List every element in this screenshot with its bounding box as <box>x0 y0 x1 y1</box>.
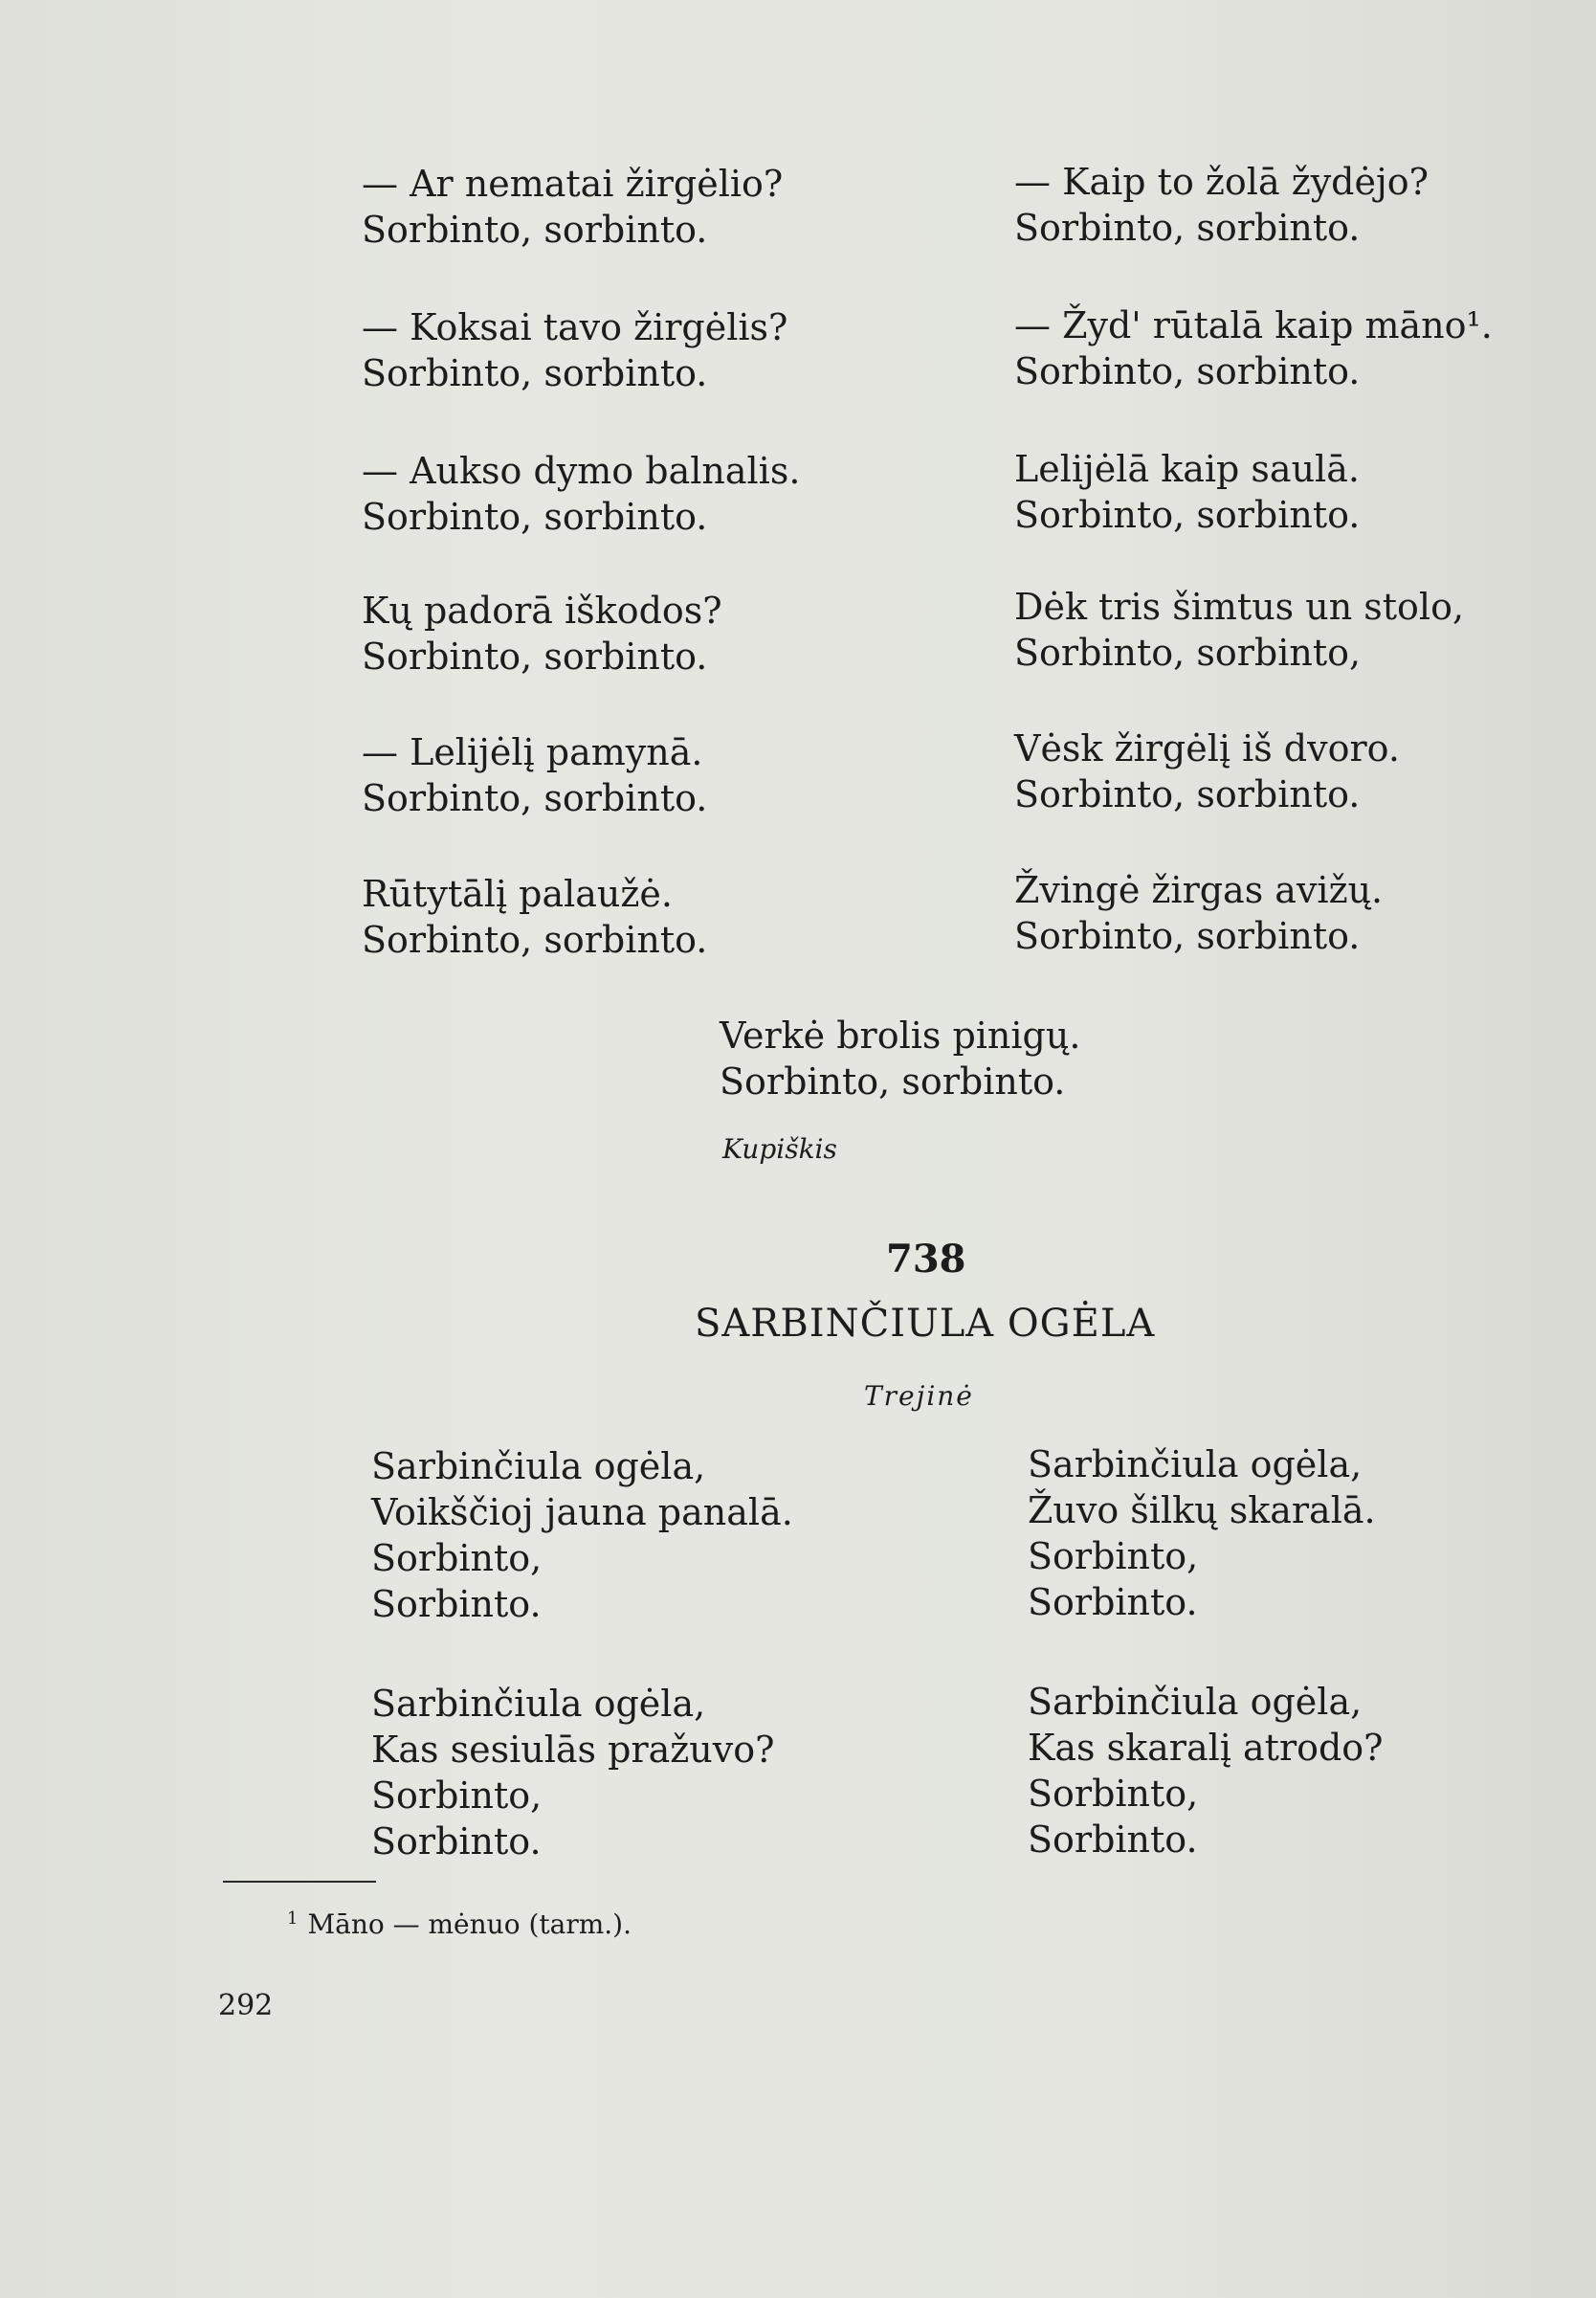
verse-line: Sorbinto, <box>371 1537 543 1579</box>
stanza <box>371 1443 793 1627</box>
verse-line: Sorbinto, sorbinto. <box>1014 773 1361 815</box>
page-number: 292 <box>218 1989 274 2022</box>
stanza <box>1028 1679 1384 1863</box>
verse-line: Sarbinčiula ogėla, <box>1028 1443 1363 1485</box>
verse-line: — Ar nematai žirgėlio? <box>362 163 784 205</box>
verse-line: Sorbinto, sorbinto, <box>1014 632 1362 674</box>
verse-line: Kas skaralį atrodo? <box>1028 1727 1384 1769</box>
stanza <box>1014 725 1400 817</box>
stanza <box>362 448 800 540</box>
verse-line: Sorbinto, sorbinto. <box>1014 207 1361 249</box>
footnote <box>287 1908 632 1940</box>
verse-line: Voikščioj jauna panalā. <box>371 1491 793 1533</box>
verse-line: Sorbinto, <box>1028 1773 1199 1815</box>
verse-line: Sarbinčiula ogėla, <box>371 1683 706 1725</box>
verse-line: Rūtytālį palaužė. <box>362 873 673 915</box>
verse-line: Sorbinto. <box>1028 1818 1198 1861</box>
verse-line: Vėsk žirgėlį iš dvoro. <box>1014 727 1400 770</box>
verse-line: Dėk tris šimtus un stolo, <box>1014 586 1465 628</box>
verse-line: Sarbinčiula ogėla, <box>371 1445 706 1487</box>
verse-line: Sorbinto, sorbinto. <box>362 352 708 394</box>
verse-line: Sorbinto, <box>1028 1535 1199 1577</box>
verse-line: Kų padorā iškodos? <box>362 590 722 632</box>
verse-line: — Kaip to žolā žydėjo? <box>1014 161 1430 203</box>
verse-line: Sorbinto, <box>371 1774 543 1817</box>
stanza <box>362 304 787 396</box>
stanza <box>1014 584 1464 676</box>
stanza <box>362 588 722 680</box>
footnote-marker: 1 <box>287 1908 299 1929</box>
verse-line: Sorbinto. <box>371 1583 542 1625</box>
stanza <box>362 871 707 963</box>
song-number: 738 <box>886 1237 966 1282</box>
verse-line: Sorbinto, sorbinto. <box>1014 494 1361 536</box>
stanza <box>1014 867 1383 959</box>
verse-line: Sorbinto, sorbinto. <box>720 1060 1066 1103</box>
song-title: SARBINČIULA OGĖLA <box>695 1302 1156 1346</box>
stanza <box>371 1681 775 1864</box>
verse-line: Sorbinto, sorbinto. <box>362 919 708 961</box>
verse-line: Žuvo šilkų skaralā. <box>1028 1489 1376 1531</box>
verse-line: — Lelijėlį pamynā. <box>362 731 703 773</box>
stanza <box>1014 446 1360 538</box>
verse-line: Sorbinto, sorbinto. <box>362 209 708 251</box>
verse-line: — Koksai tavo žirgėlis? <box>362 306 788 348</box>
verse-line: Sorbinto, sorbinto. <box>1014 350 1361 392</box>
place-of-recording: Kupiškis <box>722 1133 837 1165</box>
verse-line: — Aukso dymo balnalis. <box>362 450 801 492</box>
song-subtitle: Trejinė <box>864 1380 974 1412</box>
verse-line: Kas sesiulās pražuvo? <box>371 1729 775 1771</box>
stanza <box>1014 159 1429 251</box>
stanza <box>1028 1441 1376 1625</box>
final-stanza <box>720 1013 1080 1104</box>
verse-line: Sorbinto. <box>371 1820 542 1863</box>
verse-line: — Žyd' rūtalā kaip māno¹. <box>1014 304 1493 346</box>
verse-line: Verkė brolis pinigų. <box>720 1015 1081 1057</box>
verse-line: Sorbinto, sorbinto. <box>362 777 708 819</box>
verse-line: Lelijėlā kaip saulā. <box>1014 448 1360 490</box>
verse-line: Sorbinto, sorbinto. <box>362 496 708 538</box>
verse-line: Sorbinto, sorbinto. <box>1014 915 1361 957</box>
stanza <box>362 729 707 821</box>
verse-line: Sorbinto. <box>1028 1581 1198 1623</box>
stanza <box>362 161 783 253</box>
footnote-text: Māno — mėnuo (tarm.). <box>307 1908 632 1940</box>
footnote-separator <box>223 1881 376 1883</box>
verse-line: Sorbinto, sorbinto. <box>362 636 708 678</box>
stanza <box>1014 302 1493 394</box>
verse-line: Sarbinčiula ogėla, <box>1028 1681 1363 1723</box>
verse-line: Žvingė žirgas avižų. <box>1014 869 1384 911</box>
